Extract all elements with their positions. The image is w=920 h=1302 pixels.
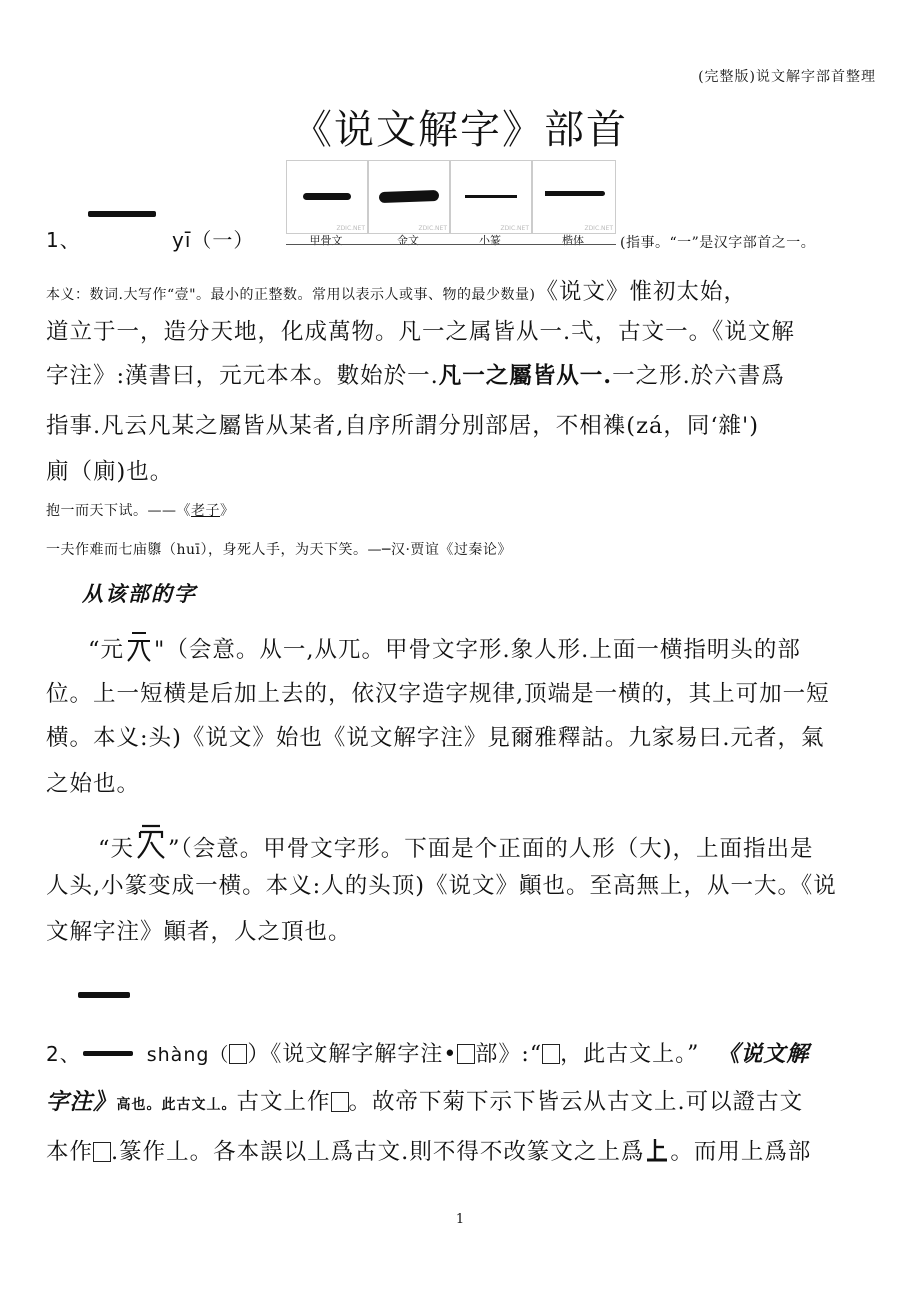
character-paragraph-tian: “天 ”（会意。甲骨文字形。下面是个正面的人形（大)，上面指出是 [98, 822, 814, 877]
radical-yi-glyph [88, 211, 156, 217]
entry-pinyin: yī（一） [172, 228, 255, 252]
definition-text: 之始也。 [46, 771, 141, 797]
definition-text: 道立于一，造分天地，化成萬物。凡一之属皆从一.弌，古文一。《说文解 [46, 319, 795, 345]
definition-text: 指事.凡云凡某之屬皆从某者,自序所謂分別部居，不相襍(zá，同‘雜') [46, 413, 759, 439]
evolution-panel-regular: ZDIC.NET [532, 160, 616, 234]
yuan-ancient-glyph [124, 629, 154, 678]
evolution-panel-seal: ZDIC.NET [450, 160, 532, 234]
entry-note: (指事。“一”是汉字部首之一。 [620, 235, 816, 251]
evolution-label: 金文 [397, 234, 419, 247]
definition-text: 位。上一短横是后加上去的，依汉字造字规律,顶端是一横的，其上可加一短 [46, 681, 830, 707]
definition-text: 廁（廁)也。 [46, 459, 174, 485]
quote-line: 抱一而天下试。——《老子》 [46, 503, 235, 519]
definition-text: 人头,小篆变成一横。本义:人的头顶)《说文》顚也。至高無上，从一大。《说 [46, 873, 837, 899]
evolution-label: 甲骨文 [309, 234, 343, 247]
entry-2-line: 2、 shàng（ ）《说文解字解字注• 部》:“ ，此古文上。” 《说文解 [46, 1041, 810, 1067]
radical-glyph [83, 1051, 133, 1056]
radical-shang-glyph [78, 992, 130, 998]
entry-2-line: 字注》高也。此古文丄。古文上作 。故帝下菊下示下皆云从古文上.可以證古文 [46, 1089, 804, 1115]
definition-text: 横。本义:头)《说文》始也《说文解字注》見爾雅釋詁。九家易曰.元者，氣 [46, 725, 825, 751]
page-number: 1 [455, 1212, 465, 1227]
definition-text: 《说文》惟初太始， [535, 279, 748, 305]
entry-number: 2、 [46, 1042, 81, 1066]
section-heading: 从该部的字 [82, 581, 197, 606]
shang-seal-glyph [644, 1135, 670, 1180]
definition-text: 本义：数词.大写作“壹"。最小的正整数。常用以表示人或事、物的最少数量) [46, 287, 536, 303]
definition-text: 文解字注》顚者，人之頂也。 [46, 919, 352, 945]
evolution-panel-oracle: ZDIC.NET [286, 160, 368, 234]
evolution-label: 楷体 [562, 234, 584, 247]
page-title: 《说文解字》部首 [292, 107, 628, 153]
running-header: (完整版)说文解字部首整理 [698, 69, 876, 85]
entry-2-line: 本作 .篆作丄。各本誤以丄爲古文.則不得不改篆文之上爲 。而用上爲部 [46, 1130, 811, 1180]
definition-text: 字注》:漢書曰，元元本本。數始於一.凡一之屬皆从一.一之形.於六書爲 [46, 363, 785, 389]
entry-number: 1、 [46, 228, 81, 252]
character-paragraph-yuan: “元 "（会意。从一,从兀。甲骨文字形.象人形.上面一横指明头的部 [88, 628, 801, 678]
evolution-panel-bronze: ZDIC.NET [368, 160, 450, 234]
quote-line: 一夫作难而七庙隳（huī），身死人手，为天下笑。—─汉·贾谊《过秦论》 [46, 542, 512, 558]
evolution-label: 小篆 [479, 234, 501, 247]
source-link[interactable]: 老子 [191, 503, 220, 519]
